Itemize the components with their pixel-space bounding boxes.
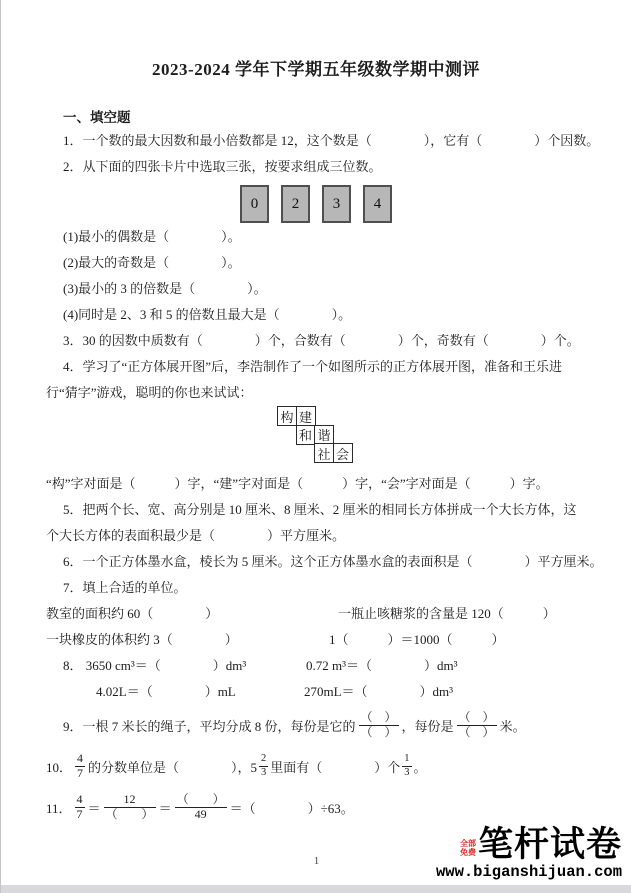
q11-text-post: ＝（ ）÷63。 — [229, 800, 354, 816]
question-4-line-1: 4．学习了“正方体展开图”后，李浩制作了一个如图所示的正方体展开图，准备和王乐进 — [63, 359, 563, 374]
watermark-brand: 笔杆试卷 — [477, 825, 622, 864]
fraction — [75, 752, 85, 781]
q9-text-mid: ，每份是 — [401, 718, 454, 734]
q11-equals-1: ＝ — [87, 800, 101, 816]
question-2-sub-2: (2)最大的奇数是（ ）。 — [63, 255, 241, 270]
q8-item-liter: 4.02L＝（ ）mL — [96, 684, 236, 699]
question-8-row-1 — [46, 653, 586, 679]
q11-label: 11． — [46, 800, 72, 816]
fraction — [457, 711, 497, 740]
number-cards — [46, 184, 586, 224]
question-8-row-2 — [46, 679, 586, 705]
q7-item-eraser: 一块橡皮的体积约 3（ ） — [46, 632, 238, 647]
fraction — [402, 753, 411, 778]
net-cell: 构 — [277, 406, 297, 426]
fraction-numerator: （ ） — [458, 709, 495, 724]
net-cell: 和 — [296, 425, 316, 445]
question-7-row-2 — [46, 627, 586, 653]
fraction-denominator: （ ） — [105, 806, 154, 821]
q9-text-post: 米。 — [499, 718, 526, 734]
watermark-free-badge: 全部免费 — [459, 839, 476, 857]
q9-text-pre: 9．一根 7 米长的绳子，平均分成 8 份，每份是它的 — [63, 718, 356, 734]
page-edge-strip — [1, 885, 631, 893]
q10-label: 10． — [46, 759, 73, 775]
question-11 — [46, 787, 586, 827]
number-card: 3 — [322, 185, 351, 223]
question-2-sub-3: (3)最小的 3 的倍数是（ ）。 — [63, 281, 267, 296]
net-cell: 社 — [314, 443, 334, 463]
question-2-sub-4: (4)同时是 2、3 和 5 的倍数且最大是（ ）。 — [63, 307, 352, 322]
question-7: 7．填上合适的单位。 — [63, 580, 187, 595]
question-3: 3．30 的因数中质数有（ ）个，合数有（ ）个，奇数有（ ）个。 — [63, 333, 580, 348]
page-content — [46, 0, 603, 827]
cube-net-figure — [277, 406, 355, 463]
net-cell: 建 — [296, 406, 316, 426]
q10-text-post: 。 — [413, 759, 427, 775]
q7-item-unit-equality: 1（ ）＝1000（ ） — [329, 632, 505, 647]
number-card: 2 — [281, 185, 310, 223]
q8-item-cm3: 8． 3650 cm³＝（ ）dm³ — [63, 658, 247, 673]
watermark — [436, 827, 622, 881]
q10-text-mid-2: 里面有（ ）个 — [270, 759, 401, 775]
fraction — [104, 793, 156, 822]
fraction-numerator: （ ） — [360, 709, 397, 724]
fraction-numerator: 12 — [104, 793, 156, 808]
fraction — [259, 753, 268, 778]
fraction-denominator: （ ） — [458, 724, 495, 739]
fraction-denominator: 3 — [404, 766, 410, 778]
net-cell: 谐 — [314, 425, 334, 445]
q10-text-mid-1: 的分数单位是（ ），5 — [88, 759, 258, 775]
section-heading-fill-blanks: 一、填空题 — [63, 110, 131, 125]
fraction-numerator: 4 — [76, 791, 83, 806]
fraction-denominator: 3 — [261, 766, 267, 778]
question-1: 1．一个数的最大因数和最小倍数都是 12，这个数是（ ），它有（ ）个因数。 — [63, 133, 600, 148]
fraction-denominator: 7 — [76, 806, 83, 821]
fraction-numerator: 2 — [259, 753, 268, 766]
number-card: 4 — [363, 185, 392, 223]
question-9 — [46, 705, 586, 745]
fraction — [175, 793, 227, 822]
q11-equals-2: ＝ — [158, 800, 172, 816]
page-number: 1 — [313, 855, 320, 867]
question-4-line-2: 行“猜字”游戏，聪明的你也来试试： — [46, 385, 253, 400]
fraction-numerator: 4 — [77, 750, 84, 765]
page-title: 2023-2024 学年下学期五年级数学期中测评 — [152, 60, 480, 79]
question-5-line-2: 个大长方体的表面积最少是（ ）平方厘米。 — [46, 528, 346, 543]
fraction-numerator: 1 — [402, 753, 411, 766]
fraction-numerator: （ ） — [176, 791, 225, 806]
question-2: 2．从下面的四张卡片中选取三张，按要求组成三位数。 — [63, 159, 382, 174]
q7-item-syrup: 一瓶止咳糖浆的含量是 120（ ） — [338, 606, 556, 621]
number-card: 0 — [240, 185, 269, 223]
q7-item-classroom: 教室的面积约 60（ ） — [46, 606, 219, 621]
fraction — [359, 711, 399, 740]
q8-item-ml: 270mL＝（ ）dm³ — [304, 684, 454, 699]
question-4-answer-line: “构”字对面是（ ）字，“建”字对面是（ ）字，“会”字对面是（ ）字。 — [46, 476, 549, 491]
question-7-row-1 — [46, 601, 586, 627]
fraction — [75, 793, 85, 822]
net-cell: 会 — [333, 443, 353, 463]
q8-item-m3: 0.72 m³＝（ ）dm³ — [306, 658, 458, 673]
question-6: 6．一个正方体墨水盒，棱长为 5 厘米。这个正方体墨水盒的表面积是（ ）平方厘米。 — [63, 554, 603, 569]
fraction-denominator: 7 — [77, 765, 84, 780]
question-10 — [46, 745, 586, 787]
fraction-denominator: （ ） — [360, 724, 397, 739]
watermark-url: www.biganshijuan.com — [435, 863, 622, 881]
fraction-denominator: 49 — [194, 806, 207, 821]
question-5-line-1: 5．把两个长、宽、高分别是 10 厘米、8 厘米、2 厘米的相同长方体拼成一个大长方体，这 — [63, 502, 577, 517]
question-2-sub-1: (1)最小的偶数是（ ）。 — [63, 229, 241, 244]
